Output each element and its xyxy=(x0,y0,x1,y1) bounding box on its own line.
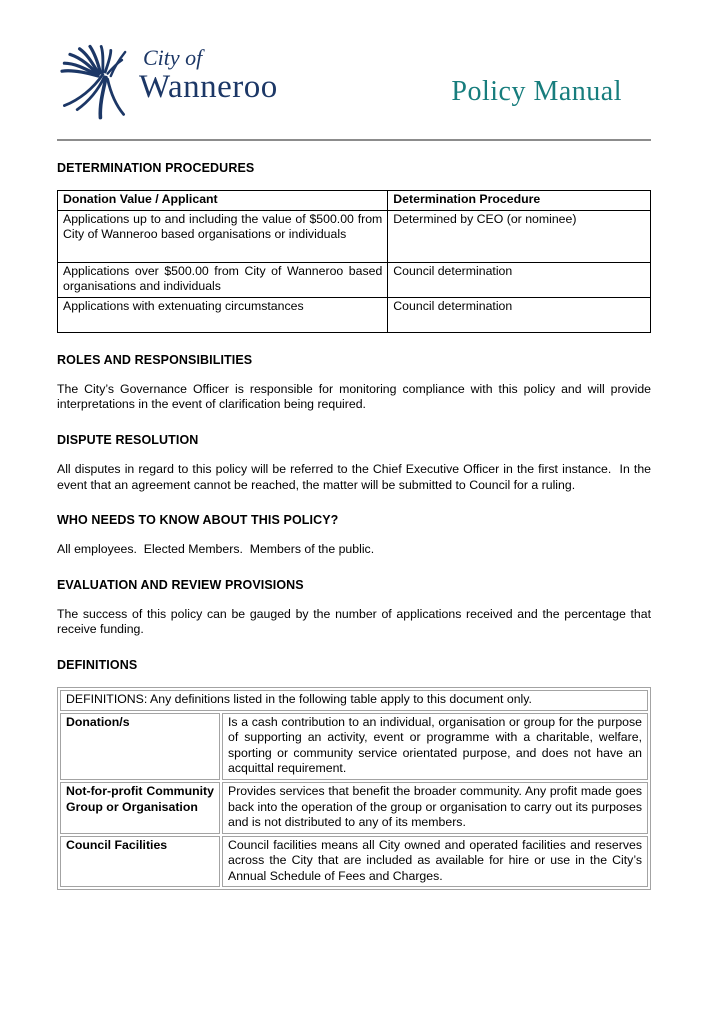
table-cell-procedure-1: Determined by CEO (or nominee) xyxy=(388,210,651,262)
table-cell-procedure-2: Council determination xyxy=(388,262,651,297)
determination-procedures-table xyxy=(57,190,651,333)
table-row xyxy=(58,297,651,332)
table-header-row xyxy=(58,191,651,211)
logo-line-city-of: City of xyxy=(143,45,203,70)
table-cell-procedure-3: Council determination xyxy=(388,297,651,332)
logo-wordmark xyxy=(139,46,278,105)
section-heading-evaluation-review: EVALUATION AND REVIEW PROVISIONS xyxy=(57,577,304,592)
column-header-determination-procedure: Determination Procedure xyxy=(388,191,651,211)
logo-line-wanneroo: Wanneroo xyxy=(139,69,278,105)
document-page xyxy=(57,0,655,890)
definition-text-council-facilities: Council facilities means all City owned and operated facilities and reserves across the City that are included as available for hire or use in the City’s Annual Schedule of Fees and Charges. xyxy=(222,836,648,888)
table-cell-applicant-1: Applications up to and including the value of $500.00 from City of Wanneroo based organisations or individuals xyxy=(58,210,388,262)
header-divider xyxy=(57,139,651,141)
table-row xyxy=(58,262,651,297)
table-row xyxy=(60,713,648,780)
definition-term-donations: Donation/s xyxy=(60,713,220,780)
table-row xyxy=(58,210,651,262)
paragraph-dispute: All disputes in regard to this policy will be referred to the Chief Executive Officer in the first instance. In the event that an agreement cannot be reached, the matter will be submitted to Council for a ruling. xyxy=(57,461,655,492)
definitions-caption: DEFINITIONS: Any definitions listed in the following table apply to this document only. xyxy=(60,690,648,711)
definitions-table xyxy=(57,687,651,891)
table-row xyxy=(60,836,648,888)
section-heading-roles-and-responsibilities: ROLES AND RESPONSIBILITIES xyxy=(57,352,253,367)
kangaroo-paw-flower-icon xyxy=(57,44,139,124)
table-cell-applicant-2: Applications over $500.00 from City of Wanneroo based organisations and individuals xyxy=(58,262,388,297)
definition-term-not-for-profit: Not-for-profit Community Group or Organisation xyxy=(60,782,220,834)
section-heading-who-needs-to-know: WHO NEEDS TO KNOW ABOUT THIS POLICY? xyxy=(57,513,339,528)
definition-text-donations: Is a cash contribution to an individual, organisation or group for the purpose of supporting an activity, event or programme with a charitable, welfare, sporting or community service orientated purpose, and does not have an acquittal requirement. xyxy=(222,713,648,780)
column-header-donation-value: Donation Value / Applicant xyxy=(58,191,388,211)
paragraph-evaluation: The success of this policy can be gauged by the number of applications received and the percentage that receive funding. xyxy=(57,606,655,637)
definition-text-not-for-profit: Provides services that benefit the broader community. Any profit made goes back into the operation of the group or organisation to carry out its purposes and is not distributed to any of its members. xyxy=(222,782,648,834)
table-cell-applicant-3: Applications with extenuating circumstances xyxy=(58,297,388,332)
paragraph-roles: The City’s Governance Officer is responsible for monitoring compliance with this policy and will provide interpretations in the event of clarification being required. xyxy=(57,381,655,412)
page-title: Policy Manual xyxy=(451,76,622,107)
table-row xyxy=(60,782,648,834)
document-header xyxy=(57,46,651,122)
section-heading-dispute-resolution: DISPUTE RESOLUTION xyxy=(57,432,199,447)
table-caption-row xyxy=(60,690,648,711)
section-heading-definitions: DEFINITIONS xyxy=(57,657,138,672)
section-heading-determination-procedures: DETERMINATION PROCEDURES xyxy=(57,161,255,175)
paragraph-who: All employees. Elected Members. Members of the public. xyxy=(57,542,375,557)
definition-term-council-facilities: Council Facilities xyxy=(60,836,220,888)
